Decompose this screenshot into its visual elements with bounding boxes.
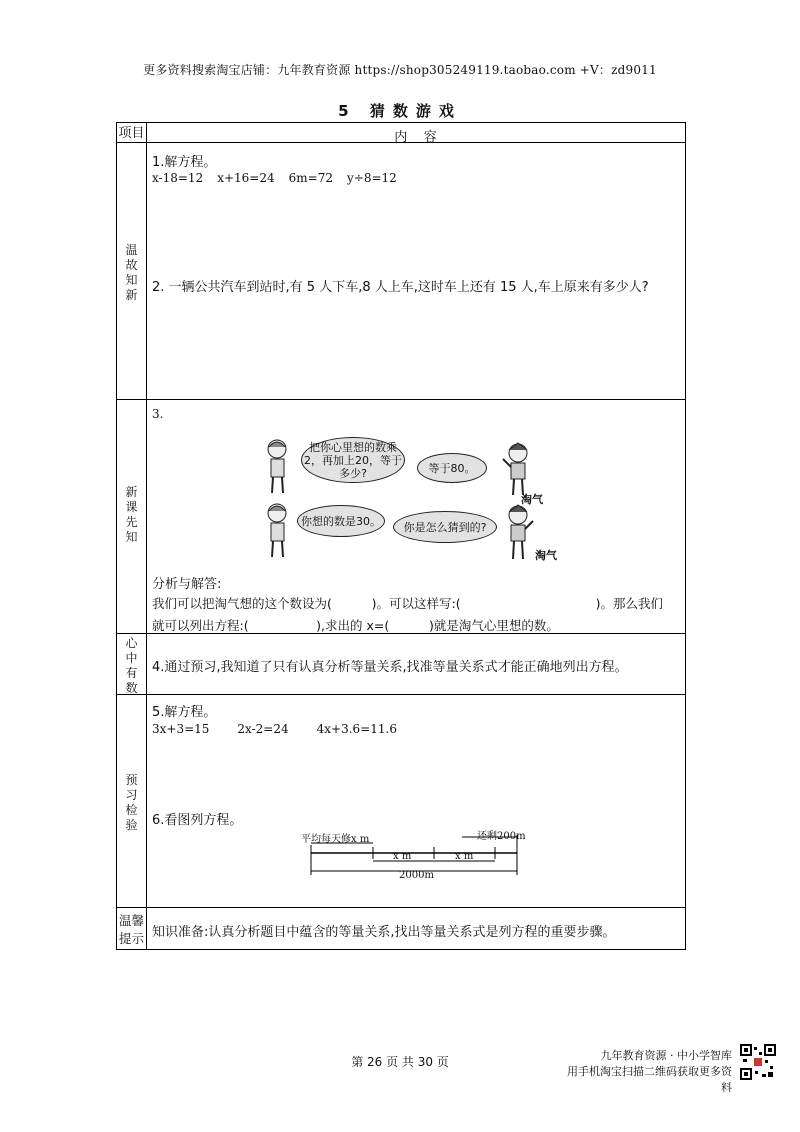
header-content-label: 内 容	[394, 130, 437, 145]
q1-title: 1.解方程。	[152, 155, 217, 170]
q5-title: 5.解方程。	[152, 705, 217, 720]
analysis-title: 分析与解答:	[152, 577, 222, 592]
boy-figure-icon	[501, 441, 535, 497]
row-divider	[117, 142, 685, 143]
segment-label: x m	[455, 851, 474, 862]
equation: 4x+3.6=11.6	[316, 722, 397, 736]
speech-bubble: 你想的数是30。	[297, 505, 385, 537]
equation: 3x+3=15	[152, 722, 210, 736]
new-lesson-label: 新 课 先 知	[125, 485, 138, 544]
girl-figure-icon	[263, 437, 293, 497]
footer-brand	[562, 1048, 732, 1096]
mind-label: 心 中 有 数	[125, 636, 138, 695]
analysis-line-2: 就可以列出方程:( ),求出的 x=( )就是淘气心里想的数。	[152, 618, 559, 633]
equation: 6m=72	[288, 171, 333, 185]
speech-bubble: 等于80。	[417, 453, 487, 483]
speech-bubble: 你是怎么猜到的?	[393, 511, 497, 543]
q2-text: 2. 一辆公共汽车到站时,有 5 人下车,8 人上车,这时车上还有 15 人,车上原来有多少人?	[152, 280, 649, 295]
row-divider	[117, 399, 685, 400]
brand-line: 九年教育资源 · 中小学智库	[600, 1049, 732, 1062]
character-name: 淘气	[521, 493, 543, 506]
equation: x+16=24	[217, 171, 275, 185]
equation: 2x-2=24	[237, 722, 289, 736]
boy-figure-icon	[501, 503, 535, 561]
total-length-label: 2000m	[399, 870, 434, 881]
row-divider	[117, 907, 685, 908]
segment-label: x m	[393, 851, 412, 862]
equation: x-18=12	[152, 171, 204, 185]
remaining-label: 还剩200m	[477, 831, 526, 842]
source-banner: 更多资料搜索淘宝店铺：九年教育资源 https://shop305249119.taobao.com +V：zd9011	[143, 63, 657, 77]
equation: y÷8=12	[346, 171, 397, 185]
review-label: 温 故 知 新	[125, 243, 138, 302]
speech-bubble: 把你心里想的数乘2，再加上20，等于多少?	[301, 437, 405, 483]
column-divider	[146, 123, 147, 949]
row-divider	[117, 694, 685, 695]
qr-code-icon	[740, 1044, 776, 1080]
tips-text: 知识准备:认真分析题目中蕴含的等量关系,找出等量关系式是列方程的重要步骤。	[152, 925, 616, 940]
q3-title: 3.	[152, 407, 164, 421]
daily-repair-label: 平均每天修x m	[301, 834, 370, 845]
q1-equations	[152, 171, 411, 185]
girl-figure-icon	[263, 501, 293, 561]
brand-line: 用手机淘宝扫描二维码获取更多资料	[567, 1065, 732, 1094]
row-divider	[117, 633, 685, 634]
q4-text: 4.通过预习,我知道了只有认真分析等量关系,找准等量关系式才能正确地列出方程。	[152, 660, 628, 675]
preview-label: 预 习 检 验	[125, 773, 138, 832]
page-title: 5 猜数游戏	[338, 102, 462, 120]
character-name: 淘气	[535, 549, 557, 562]
page-number: 第 26 页 共 30 页	[351, 1055, 449, 1069]
worksheet-table	[116, 122, 686, 950]
analysis-line-1: 我们可以把淘气想的这个数设为( )。可以这样写:( )。那么我们	[152, 596, 664, 611]
tips-label: 温馨 提示	[118, 913, 144, 946]
header-item-label: 项目	[118, 126, 145, 141]
q6-title: 6.看图列方程。	[152, 813, 243, 828]
q5-equations	[152, 722, 411, 736]
